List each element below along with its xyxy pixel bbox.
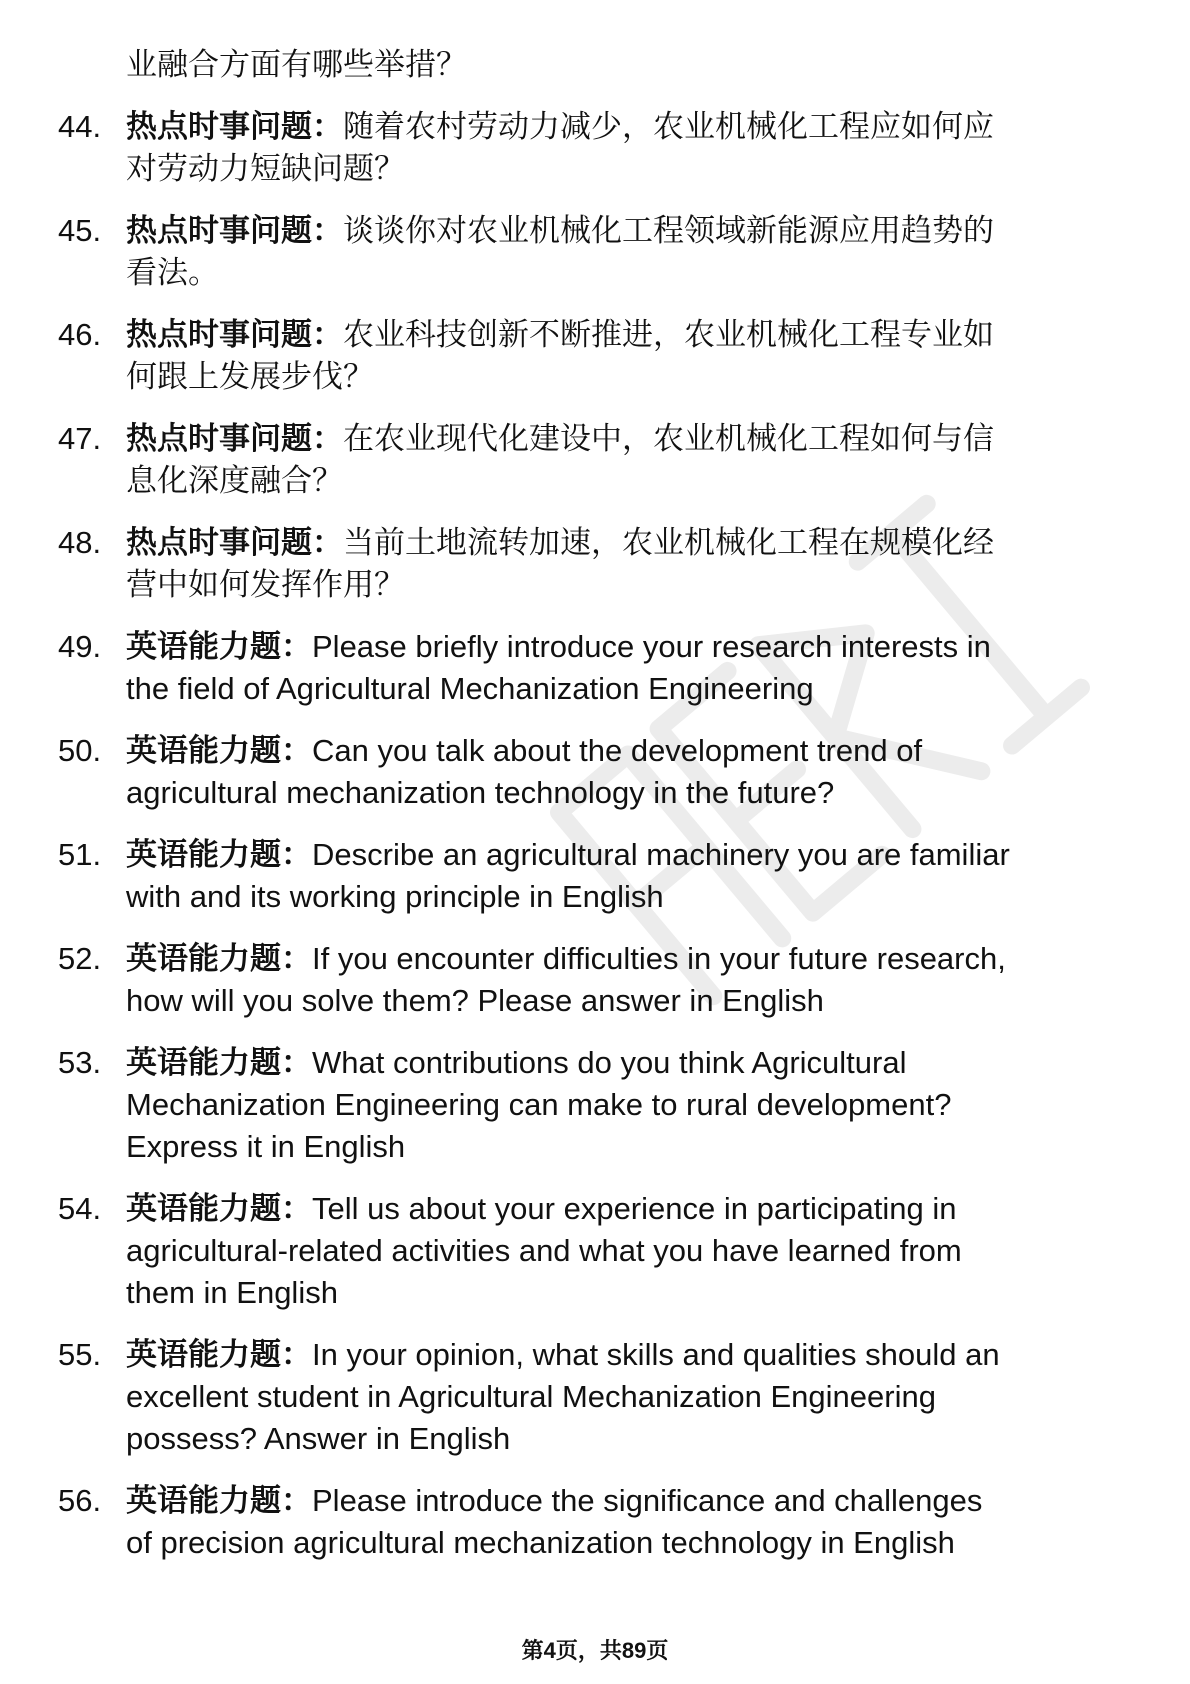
question-item bbox=[58, 834, 1118, 918]
question-text: 息化深度融合？ bbox=[126, 463, 343, 498]
document-body bbox=[58, 44, 1118, 1564]
question-item bbox=[58, 1334, 1118, 1460]
question-text: 对劳动力短缺问题？ bbox=[126, 151, 405, 186]
question-category: 英语能力题： bbox=[126, 733, 312, 768]
question-line bbox=[126, 938, 1118, 980]
question-number: 53. bbox=[58, 1045, 102, 1080]
question-item bbox=[58, 626, 1118, 710]
question-text: Mechanization Engineering can make to rural development? bbox=[126, 1087, 952, 1122]
question-category: 英语能力题： bbox=[126, 629, 312, 664]
question-text: of precision agricultural mechanization technology in English bbox=[126, 1525, 955, 1560]
question-text: 在农业现代化建设中，农业机械化工程如何与信 bbox=[343, 421, 994, 456]
question-number: 49. bbox=[58, 629, 102, 664]
question-category: 英语能力题： bbox=[126, 1191, 312, 1226]
question-text: the field of Agricultural Mechanization Engineering bbox=[126, 671, 814, 706]
question-number: 47. bbox=[58, 421, 102, 456]
question-text: them in English bbox=[126, 1275, 338, 1310]
question-item bbox=[58, 1480, 1118, 1564]
question-text: 何跟上发展步伐？ bbox=[126, 359, 374, 394]
question-item bbox=[58, 730, 1118, 814]
question-number: 51. bbox=[58, 837, 102, 872]
question-line bbox=[126, 1042, 1118, 1084]
question-item bbox=[58, 1188, 1118, 1314]
question-text: Describe an agricultural machinery you are familiar bbox=[312, 837, 1010, 872]
question-category: 热点时事问题： bbox=[126, 213, 343, 248]
question-number: 46. bbox=[58, 317, 102, 352]
question-line bbox=[126, 106, 1118, 148]
question-text: 随着农村劳动力减少，农业机械化工程应如何应 bbox=[343, 109, 994, 144]
question-text: how will you solve them? Please answer in English bbox=[126, 983, 824, 1018]
question-line bbox=[126, 314, 1118, 356]
question-category: 英语能力题： bbox=[126, 1483, 312, 1518]
question-line bbox=[126, 1480, 1118, 1522]
question-number: 48. bbox=[58, 525, 102, 560]
question-category: 热点时事问题： bbox=[126, 109, 343, 144]
question-item bbox=[58, 522, 1118, 606]
question-line bbox=[126, 1188, 1118, 1230]
question-text: with and its working principle in English bbox=[126, 879, 664, 914]
question-category: 热点时事问题： bbox=[126, 421, 343, 456]
question-category: 英语能力题： bbox=[126, 1337, 312, 1372]
question-line bbox=[126, 626, 1118, 668]
question-line bbox=[126, 210, 1118, 252]
question-line bbox=[126, 522, 1118, 564]
question-number: 45. bbox=[58, 213, 102, 248]
question-number: 55. bbox=[58, 1337, 102, 1372]
question-text: If you encounter difficulties in your future research, bbox=[312, 941, 1006, 976]
question-line bbox=[126, 730, 1118, 772]
question-text: In your opinion, what skills and qualities should an bbox=[312, 1337, 1000, 1372]
question-text: 看法。 bbox=[126, 255, 219, 290]
question-text: Please briefly introduce your research interests in bbox=[312, 629, 991, 664]
question-category: 英语能力题： bbox=[126, 1045, 312, 1080]
question-number: 54. bbox=[58, 1191, 102, 1226]
question-number: 44. bbox=[58, 109, 102, 144]
question-item bbox=[58, 938, 1118, 1022]
question-number: 52. bbox=[58, 941, 102, 976]
question-list bbox=[58, 106, 1118, 1564]
question-text: Please introduce the significance and challenges bbox=[312, 1483, 983, 1518]
question-category: 英语能力题： bbox=[126, 941, 312, 976]
question-text: 营中如何发挥作用？ bbox=[126, 567, 405, 602]
question-text: Can you talk about the development trend of bbox=[312, 733, 923, 768]
question-line bbox=[126, 1334, 1118, 1376]
question-category: 热点时事问题： bbox=[126, 317, 343, 352]
question-text: excellent student in Agricultural Mechanization Engineering bbox=[126, 1379, 936, 1414]
question-text: Express it in English bbox=[126, 1129, 406, 1164]
question-item bbox=[58, 314, 1118, 398]
question-item bbox=[58, 1042, 1118, 1168]
question-item bbox=[58, 210, 1118, 294]
question-text: 当前土地流转加速，农业机械化工程在规模化经 bbox=[343, 525, 994, 560]
question-category: 英语能力题： bbox=[126, 837, 312, 872]
question-text: agricultural-related activities and what you have learned from bbox=[126, 1233, 962, 1268]
question-text: 农业科技创新不断推进，农业机械化工程专业如 bbox=[343, 317, 994, 352]
question-text: What contributions do you think Agricultural bbox=[312, 1045, 907, 1080]
continued-question-text: 业融合方面有哪些举措？ bbox=[126, 47, 467, 82]
question-text: Tell us about your experience in participating in bbox=[312, 1191, 957, 1226]
question-item bbox=[58, 106, 1118, 190]
question-number: 50. bbox=[58, 733, 102, 768]
question-number: 56. bbox=[58, 1483, 102, 1518]
page-footer: 第4页，共89页 bbox=[521, 1638, 669, 1663]
question-text: 谈谈你对农业机械化工程领域新能源应用趋势的 bbox=[343, 213, 994, 248]
question-text: possess? Answer in English bbox=[126, 1421, 511, 1456]
question-line bbox=[126, 834, 1118, 876]
question-item bbox=[58, 418, 1118, 502]
question-category: 热点时事问题： bbox=[126, 525, 343, 560]
question-text: agricultural mechanization technology in the future? bbox=[126, 775, 835, 810]
question-line bbox=[126, 418, 1118, 460]
